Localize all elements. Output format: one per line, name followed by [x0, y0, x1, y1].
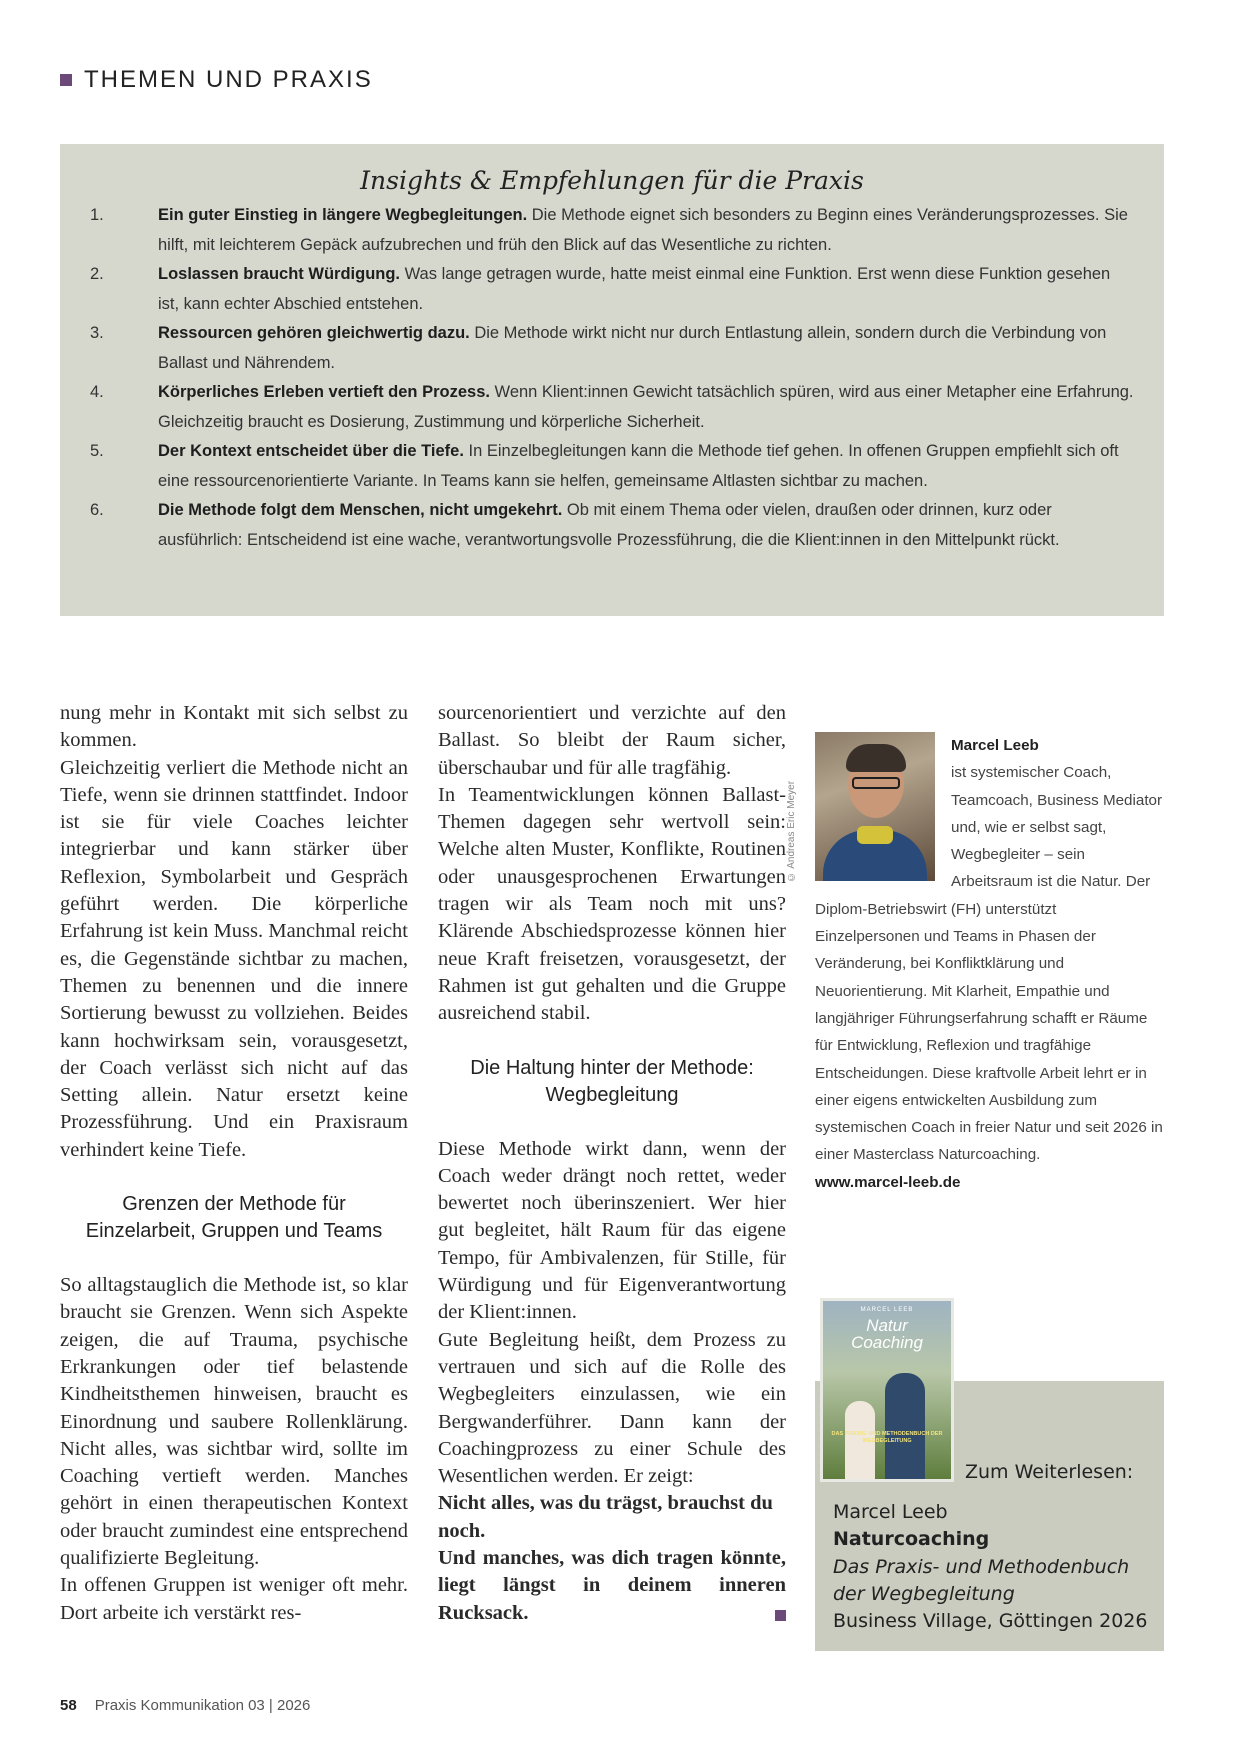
- item-number: 4.: [90, 383, 104, 401]
- cover-title: [823, 1317, 951, 1351]
- closing-quote: [438, 1545, 786, 1627]
- item-number: 1.: [90, 206, 104, 224]
- paragraph: In offenen Gruppen ist weniger oft mehr. Dort arbeite ich verstärkt res-: [60, 1574, 408, 1624]
- item-text: Ob mit einem Thema oder vielen, draußen oder drinnen, kurz oder ausführlich: Entscheidend ist eine wache, verantwortungsvolle Prozessführung, die die Klient:innen in den Mittelpunkt rückt.: [158, 501, 1060, 549]
- item-text: In Einzelbegleitungen kann die Methode tief gehen. In offenen Gruppen empfiehlt sich oft eine ressourcenorientierte Variante. In Teams kann sie helfen, gemeinsame Altlasten sichtbar zu machen.: [158, 442, 1119, 490]
- paragraph: In Teamentwicklungen können Ballast-Themen dagegen sehr wertvoll sein: Welche alten Muster, Konflikte, Routinen oder unausgesprochenen Erwartungen tragen wir als Team noch mit uns? Klärende Abschiedsprozesse können hier neue Kraft freisetzen, vorausgesetzt, der Rahmen ist gut gehalten und die Gruppe ausreichend stabil.: [438, 783, 786, 1025]
- item-number: 3.: [90, 324, 104, 342]
- article-column-2: [438, 700, 786, 1627]
- paragraph: Diese Methode wirkt dann, wenn der Coach weder drängt noch rettet, weder bewertet noch überinszeniert. Wer hier gut begleitet, hält Raum für das eigene Tempo, für Ambivalenzen, für Stille, für Würdigung und für Eigenverantwortung der Klient:innen.: [438, 1137, 786, 1324]
- item-text: Die Methode wirkt nicht nur durch Entlastung allein, sondern durch die Verbindung von Ballast und Nährendem.: [158, 324, 1107, 372]
- section-marker: [60, 74, 72, 86]
- item-number: 6.: [90, 501, 104, 519]
- insights-item: [90, 319, 1134, 378]
- cover-title-line: Coaching: [851, 1333, 923, 1352]
- item-lead: Ressourcen gehören gleichwertig dazu.: [158, 324, 470, 342]
- insights-item: [90, 260, 1134, 319]
- cover-person: [885, 1373, 925, 1482]
- author-website-link[interactable]: www.marcel-leeb.de: [815, 1173, 961, 1191]
- magazine-issue: Praxis Kommunikation 03 | 2026: [94, 1697, 311, 1714]
- page-footer: [60, 1697, 310, 1714]
- item-text: Was lange getragen wurde, hatte meist einmal eine Funktion. Erst wenn diese Funktion gesehen ist, kann echter Abschied entstehen.: [158, 265, 1111, 313]
- author-bio: ist systemischer Coach, Teamcoach, Business Mediator und, wie er selbst sagt, Wegbegleiter – sein Arbeitsraum ist die Natur. Der Diplom-Betriebswirt (FH) unterstützt Einzelpersonen und Teams in Phasen der Veränderung, bei Konfliktklärung und Neuorientierung. Mit Klarheit, Empathie und langjähriger Führungserfahrung schafft er Räume für Entwicklung, Reflexion und tragfähige Entscheidungen. Diese kraftvolle Arbeit lehrt er in einer eigens entwickelten Ausbildung zum systemischen Coach in freier Natur und seit 2026 in einer Masterclass Naturcoaching.: [815, 764, 1163, 1164]
- section-header: [60, 66, 373, 94]
- further-reading-label: Zum Weiterlesen:: [965, 1461, 1134, 1483]
- paragraph: So alltagstauglich die Methode ist, so klar braucht sie Grenzen. Wenn sich Aspekte zeigen, die auf Trauma, psychische Erkrankungen oder tief belastende Kindheitsthemen hinweisen, braucht es Einordnung und saubere Rollenklärung. Nicht alles, was sichtbar wird, sollte im Coaching vertieft werden. Manches gehört in einen therapeutischen Kontext oder braucht zumindest eine entsprechend qualifizierte Begleitung.: [60, 1274, 408, 1570]
- insights-item: [90, 496, 1134, 555]
- item-number: 2.: [90, 265, 104, 283]
- author-name: Marcel Leeb: [951, 737, 1039, 754]
- insights-box: [60, 144, 1164, 616]
- item-lead: Körperliches Erleben vertieft den Prozess.: [158, 383, 490, 401]
- paragraph: Gute Begleitung heißt, dem Prozess zu vertrauen und sich auf die Rolle des Wegbegleiters einzulassen, wie ein Bergwanderführer. Dann kann der Coachingprozess zu einer Schule des Wesentlichen werden. Er zeigt:: [438, 1328, 786, 1488]
- author-box: [815, 732, 1165, 1196]
- subheading-line: Grenzen der Methode für: [122, 1193, 346, 1216]
- item-text: Die Methode eignet sich besonders zu Beginn eines Veränderungsprozesses. Sie hilft, mit leichterem Gepäck aufzubrechen und früh den Blick auf das Wesentliche zu richten.: [158, 206, 1128, 254]
- paragraph: sourcenorientiert und verzichte auf den Ballast. So bleibt der Raum sicher, überschaubar und für alle tragfähig.: [438, 702, 786, 779]
- item-number: 5.: [90, 442, 104, 460]
- insights-list: [90, 201, 1134, 555]
- subheading-line: Die Haltung hinter der Methode:: [470, 1056, 754, 1079]
- paragraph: nung mehr in Kontakt mit sich selbst zu kommen.: [60, 702, 408, 752]
- book-publisher: Business Village, Göttingen 2026: [833, 1610, 1148, 1633]
- photo-glasses: [852, 777, 900, 789]
- end-mark-icon: [775, 1610, 786, 1621]
- cover-author: MARCEL LEEB: [860, 1307, 914, 1313]
- photo-collar: [857, 826, 893, 844]
- subheading-line: Wegbegleitung: [545, 1083, 679, 1106]
- subheading-line: Einzelarbeit, Gruppen und Teams: [85, 1220, 383, 1243]
- book-subtitle: Das Praxis- und Methodenbuch der Wegbegleitung: [833, 1555, 1130, 1605]
- item-text: Wenn Klient:innen Gewicht tatsächlich spüren, wird aus einer Metapher eine Erfahrung. Gleichzeitig braucht es Dosierung, Zustimmung und körperliche Sicherheit.: [158, 383, 1134, 431]
- insights-title: Insights & Empfehlungen für die Praxis: [360, 166, 864, 195]
- paragraph: Gleichzeitig verliert die Methode nicht an Tiefe, wenn sie drinnen stattfindet. Indoor ist sie für viele Coaches leichter integrierbar und kann stärker über Reflexion, Symbolarbeit und Gespräch geführt werden. Die körperliche Erfahrung ist kein Muss. Manchmal reicht es, die Gegenstände sichtbar zu machen, Themen zu benennen und die innere Sortierung bewusst zu vollziehen. Beides kann hochwirksam sein, vorausgesetzt, der Coach verlässt sich nicht auf das Setting allein. Natur ersetzt keine Prozessführung. Und ein Praxisraum verhindert keine Tiefe.: [60, 756, 408, 1161]
- book-reference: [833, 1499, 1153, 1635]
- item-lead: Die Methode folgt dem Menschen, nicht umgekehrt.: [158, 501, 563, 519]
- cover-subtitle: DAS PRAXIS- UND METHODENBUCH DER WEGBEGLEITUNG: [831, 1431, 943, 1444]
- book-cover: [820, 1298, 954, 1482]
- insights-item: [90, 437, 1134, 496]
- page-number: 58: [60, 1697, 77, 1714]
- item-lead: Ein guter Einstieg in längere Wegbegleitungen.: [158, 206, 528, 224]
- item-lead: Der Kontext entscheidet über die Tiefe.: [158, 442, 464, 460]
- article-column-1: [60, 700, 408, 1627]
- book-title: Naturcoaching: [833, 1528, 990, 1551]
- item-lead: Loslassen braucht Würdigung.: [158, 265, 401, 283]
- cover-title-line: Natur: [866, 1316, 908, 1335]
- section-title: THEMEN UND PRAXIS: [84, 66, 373, 93]
- author-photo: [815, 732, 935, 881]
- insights-item: [90, 201, 1134, 260]
- closing-quote: Nicht alles, was du trägst, brauchst du noch.: [438, 1492, 773, 1542]
- photo-hair: [846, 744, 906, 772]
- book-author: Marcel Leeb: [833, 1501, 948, 1523]
- closing-quote-text: Und manches, was dich tragen könnte, liegt längst in deinem inneren Rucksack.: [438, 1547, 786, 1624]
- insights-item: [90, 378, 1134, 437]
- photo-credit: © Andreas Eric Meyer: [786, 780, 797, 882]
